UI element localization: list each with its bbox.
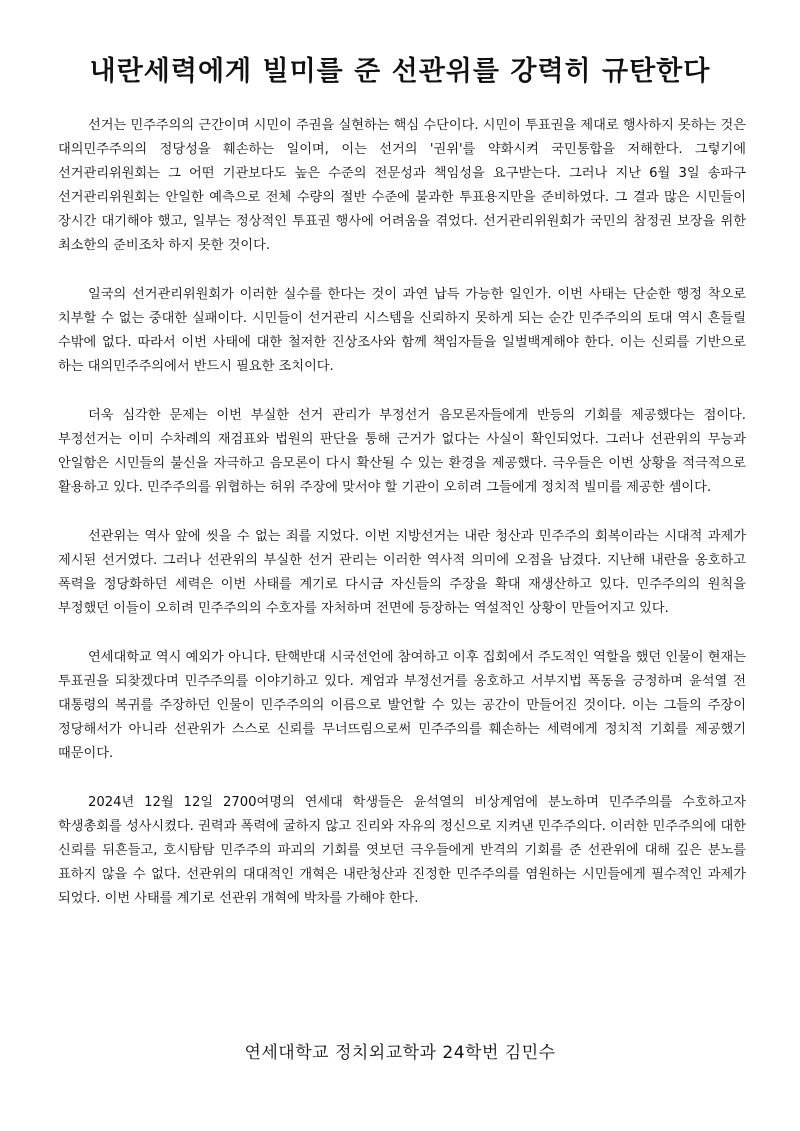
paragraph-5: 연세대학교 역시 예외가 아니다. 탄핵반대 시국선언에 참여하고 이후 집회에서 주도적인 역할을 했던 인물이 현재는 투표권을 되찾겠다며 민주주의를 이야기하고 있다. 계엄과 부정선거를 옹호하고 서부지법 폭동을 긍정하며 윤석열 전 대통령의 복귀를 주장하던 인물이 민주주의의 이름으로 발언할 수 있는 공간이 만들어진 것이다. 이는 그들의 주장이 정당해서가 아니라 선관위가 스스로 신뢰를 무너뜨림으로써 민주주의를 훼손하는 세력에게 정치적 기회를 제공했기 때문이다. bbox=[58, 650, 746, 761]
paragraph-2: 일국의 선거관리위원회가 이러한 실수를 한다는 것이 과연 납득 가능한 일인가. 이번 사태는 단순한 행정 착오로 치부할 수 없는 중대한 실패이다. 시민들이 선거관리 시스템을 신뢰하지 못하게 되는 순간 민주주의의 토대 역시 흔들릴 수밖에 없다. 따라서 이번 사태에 대한 철저한 진상조사와 함께 책임자들을 일벌백계해야 한다. 이는 신뢰를 기반으로 하는 대의민주주의에서 반드시 필요한 조치이다. bbox=[58, 287, 746, 374]
paragraph-4: 선관위는 역사 앞에 씻을 수 없는 죄를 지었다. 이번 지방선거는 내란 청산과 민주주의 회복이라는 시대적 과제가 제시된 선거였다. 그러나 선관위의 부실한 선거 관리는 이러한 역사적 의미에 오점을 남겼다. 지난해 내란을 옹호하고 폭력을 정당화하던 세력은 이번 사태를 계기로 다시금 자신들의 주장을 확대 재생산하고 있다. 민주주의의 원칙을 부정했던 이들이 오히려 민주주의의 수호자를 자처하며 전면에 등장하는 역설적인 상황이 만들어지고 있다. bbox=[58, 529, 746, 616]
paragraph-3: 더욱 심각한 문제는 이번 부실한 선거 관리가 부정선거 음모론자들에게 반등의 기회를 제공했다는 점이다. 부정선거는 이미 수차례의 재검표와 법원의 판단을 통해 근거가 없다는 사실이 확인되었다. 그러나 선관위의 무능과 안일함은 시민들의 불신을 자극하고 음모론이 다시 확산될 수 있는 환경을 제공했다. 극우들은 이번 상황을 적극적으로 활용하고 있다. 민주주의를 위협하는 허위 주장에 맞서야 할 기관이 오히려 그들에게 정치적 빌미를 제공한 셈이다. bbox=[58, 408, 746, 495]
document-body bbox=[58, 114, 746, 936]
paragraph-1: 선거는 민주주의의 근간이며 시민이 주권을 실현하는 핵심 수단이다. 시민이 투표권을 제대로 행사하지 못하는 것은 대의민주주의의 정당성을 훼손하는 일이며, 이는 선거의 '권위'를 약화시켜 국민통합을 저해한다. 그렇기에 선거관리위원회는 그 어떤 기관보다도 높은 수준의 전문성과 책임성을 요구받는다. 그러나 지난 6월 3일 송파구 선거관리위원회는 안일한 예측으로 전체 수량의 절반 수준에 불과한 투표용지만을 준비하였다. 그 결과 많은 시민들이 장시간 대기해야 했고, 일부는 정상적인 투표권 행사에 어려움을 겪었다. 선거관리위원회가 국민의 참정권 보장을 위한 최소한의 준비조차 하지 못한 것이다. bbox=[58, 118, 746, 253]
paragraph-6: 2024년 12월 12일 2700여명의 연세대 학생들은 윤석열의 비상계엄에 분노하며 민주주의를 수호하고자 학생총회를 성사시켰다. 권력과 폭력에 굴하지 않고 진리와 자유의 정신으로 지켜낸 민주주의다. 이러한 민주주의에 대한 신뢰를 뒤흔들고, 호시탐탐 민주주의 파괴의 기회를 엿보던 극우들에게 반격의 기회를 준 선관위에 대해 깊은 분노를 표하지 않을 수 없다. 선관위의 대대적인 개혁은 내란청산과 진정한 민주주의를 염원하는 시민들에게 필수적인 과제가 되었다. 이번 사태를 계기로 선관위 개혁에 박차를 가해야 한다. bbox=[58, 795, 746, 906]
page-title: 내란세력에게 빌미를 준 선관위를 강력히 규탄한다 bbox=[89, 56, 711, 87]
signature: 연세대학교 정치외교학과 24학번 김민수 bbox=[244, 1043, 556, 1063]
